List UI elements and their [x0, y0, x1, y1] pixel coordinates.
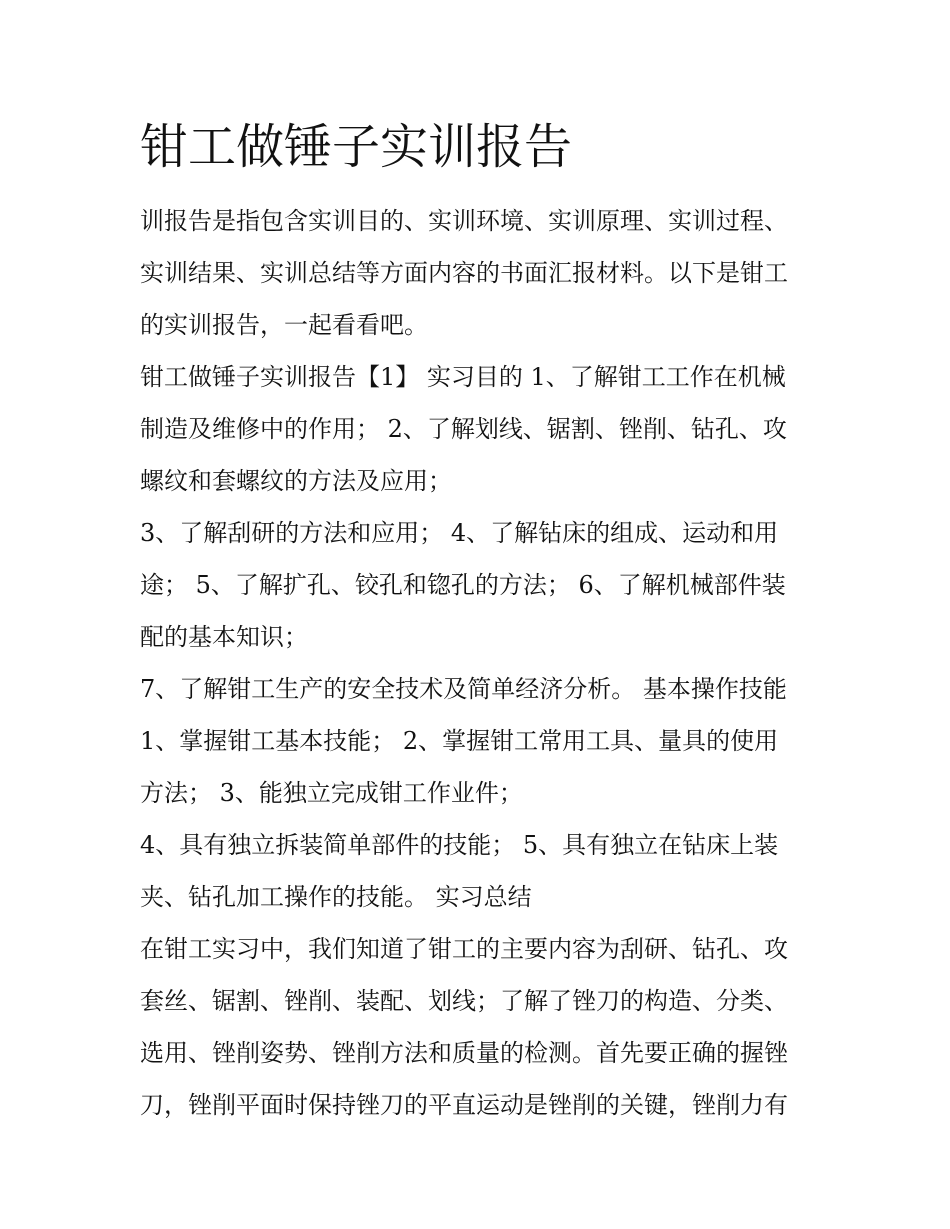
body-line-18: 刀，锉削平面时保持锉刀的平直运动是锉削的关键，锉削力有 [140, 1091, 788, 1119]
body-line-17: 选用、锉削姿势、锉削方法和质量的检测。首先要正确的握锉 [140, 1039, 788, 1067]
body-line-13: 4、具有独立拆装简单部件的技能； 5、具有独立在钻床上装 [140, 831, 779, 859]
body-line-14: 夹、钻孔加工操作的技能。 实习总结 [140, 883, 532, 911]
body-line-1: 训报告是指包含实训目的、实训环境、实训原理、实训过程、 [140, 207, 788, 235]
body-line-5: 制造及维修中的作用； 2、了解划线、锯割、锉削、钻孔、攻 [140, 415, 787, 443]
body-line-9: 配的基本知识； [140, 623, 308, 651]
document-title: 钳工做锤子实训报告 [140, 119, 573, 175]
body-line-7: 3、了解刮研的方法和应用； 4、了解钻床的组成、运动和用 [140, 519, 779, 547]
body-line-11: 1、掌握钳工基本技能； 2、掌握钳工常用工具、量具的使用 [140, 727, 779, 755]
body-line-3: 的实训报告，一起看看吧。 [140, 311, 428, 339]
body-line-15: 在钳工实习中，我们知道了钳工的主要内容为刮研、钻孔、攻 [140, 935, 788, 963]
body-line-12: 方法； 3、能独立完成钳工作业件； [140, 779, 523, 807]
body-line-6: 螺纹和套螺纹的方法及应用； [140, 467, 452, 495]
body-line-10: 7、了解钳工生产的安全技术及简单经济分析。 基本操作技能 [140, 675, 787, 703]
document-body [140, 195, 820, 1131]
body-line-16: 套丝、锯割、锉削、装配、划线；了解了锉刀的构造、分类、 [140, 987, 788, 1015]
body-line-8: 途； 5、了解扩孔、铰孔和锪孔的方法； 6、了解机械部件装 [140, 571, 786, 599]
body-line-4: 钳工做锤子实训报告【1】 实习目的 1、了解钳工工作在机械 [140, 363, 786, 391]
body-line-2: 实训结果、实训总结等方面内容的书面汇报材料。以下是钳工 [140, 259, 788, 287]
